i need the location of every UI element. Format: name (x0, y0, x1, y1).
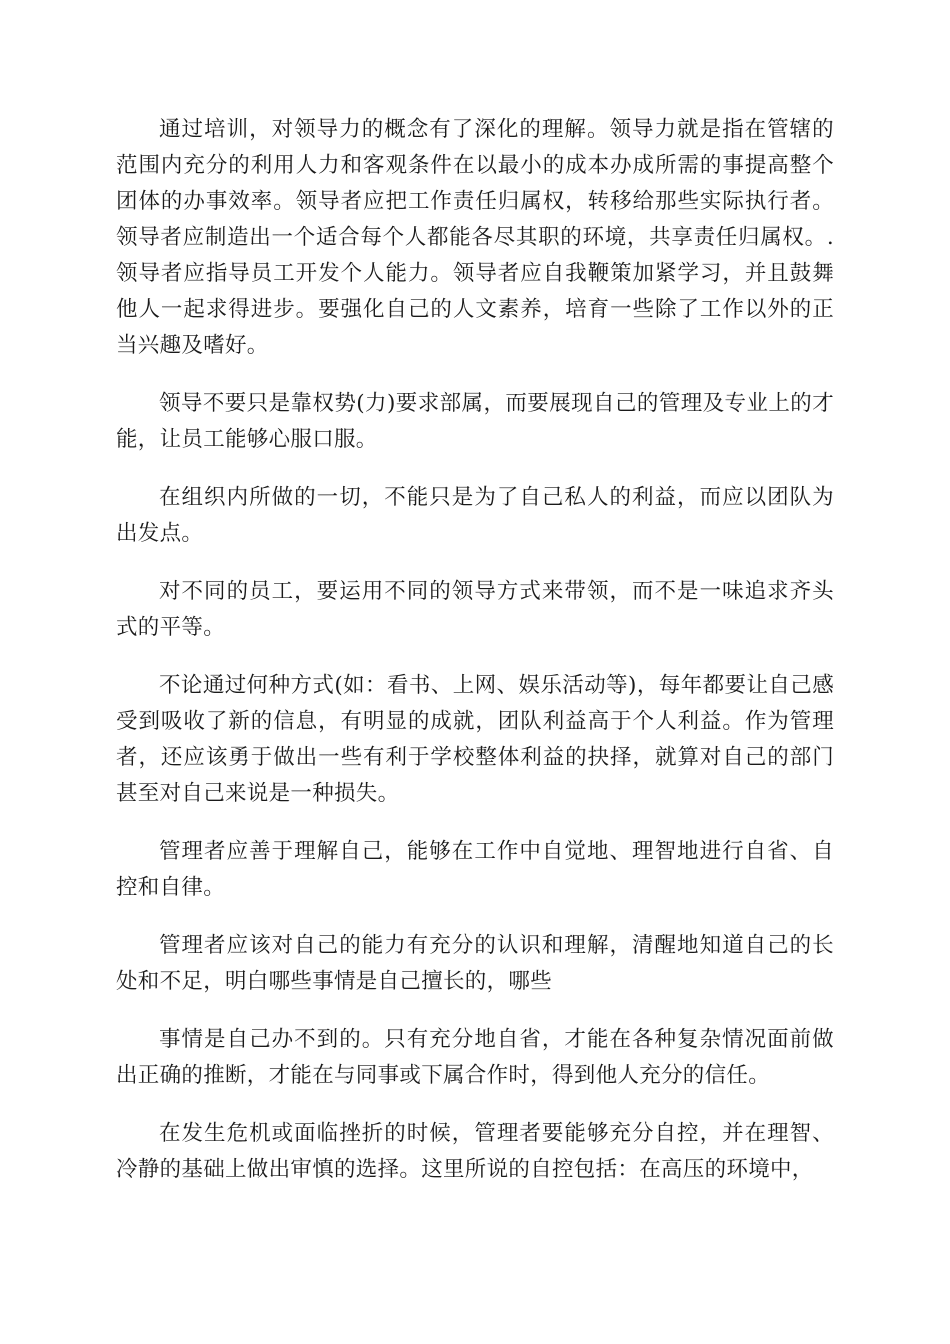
paragraph-5: 不论通过何种方式(如：看书、上网、娱乐活动等)，每年都要让自己感受到吸收了新的信息，有明显的成就，团队利益高于个人利益。作为管理者，还应该勇于做出一些有利于学校整体利益的抉择，就算对自己的部门甚至对自己来说是一种损失。 (116, 673, 834, 806)
paragraph-6: 管理者应善于理解自己，能够在工作中自觉地、理智地进行自省、自控和自律。 (116, 839, 834, 900)
document-body (116, 112, 834, 1210)
paragraph-7: 管理者应该对自己的能力有充分的认识和理解，清醒地知道自己的长处和不足，明白哪些事情是自己擅长的，哪些 (116, 933, 834, 994)
paragraph-2: 领导不要只是靠权势(力)要求部属，而要展现自己的管理及专业上的才能，让员工能够心服口服。 (116, 391, 834, 452)
paragraph-8: 事情是自己办不到的。只有充分地自省，才能在各种复杂情况面前做出正确的推断，才能在与同事或下属合作时，得到他人充分的信任。 (116, 1027, 834, 1088)
paragraph-9: 在发生危机或面临挫折的时候，管理者要能够充分自控，并在理智、冷静的基础上做出审慎的选择。这里所说的自控包括：在高压的环境中， (116, 1121, 834, 1182)
paragraph-1: 通过培训，对领导力的概念有了深化的理解。领导力就是指在管辖的范围内充分的利用人力和客观条件在以最小的成本办成所需的事提高整个团体的办事效率。领导者应把工作责任归属权，转移给那些实际执行者。领导者应制造出一个适合每个人都能各尽其职的环境，共享责任归属权。. 领导者应指导员工开发个人能力。领导者应自我鞭策加紧学习，并且鼓舞他人一起求得进步。要强化自己的人文素养，培育一些除了工作以外的正当兴趣及嗜好。 (116, 117, 834, 358)
paragraph-4: 对不同的员工，要运用不同的领导方式来带领，而不是一味追求齐头式的平等。 (116, 579, 834, 640)
paragraph-3: 在组织内所做的一切，不能只是为了自己私人的利益，而应以团队为出发点。 (116, 485, 834, 546)
